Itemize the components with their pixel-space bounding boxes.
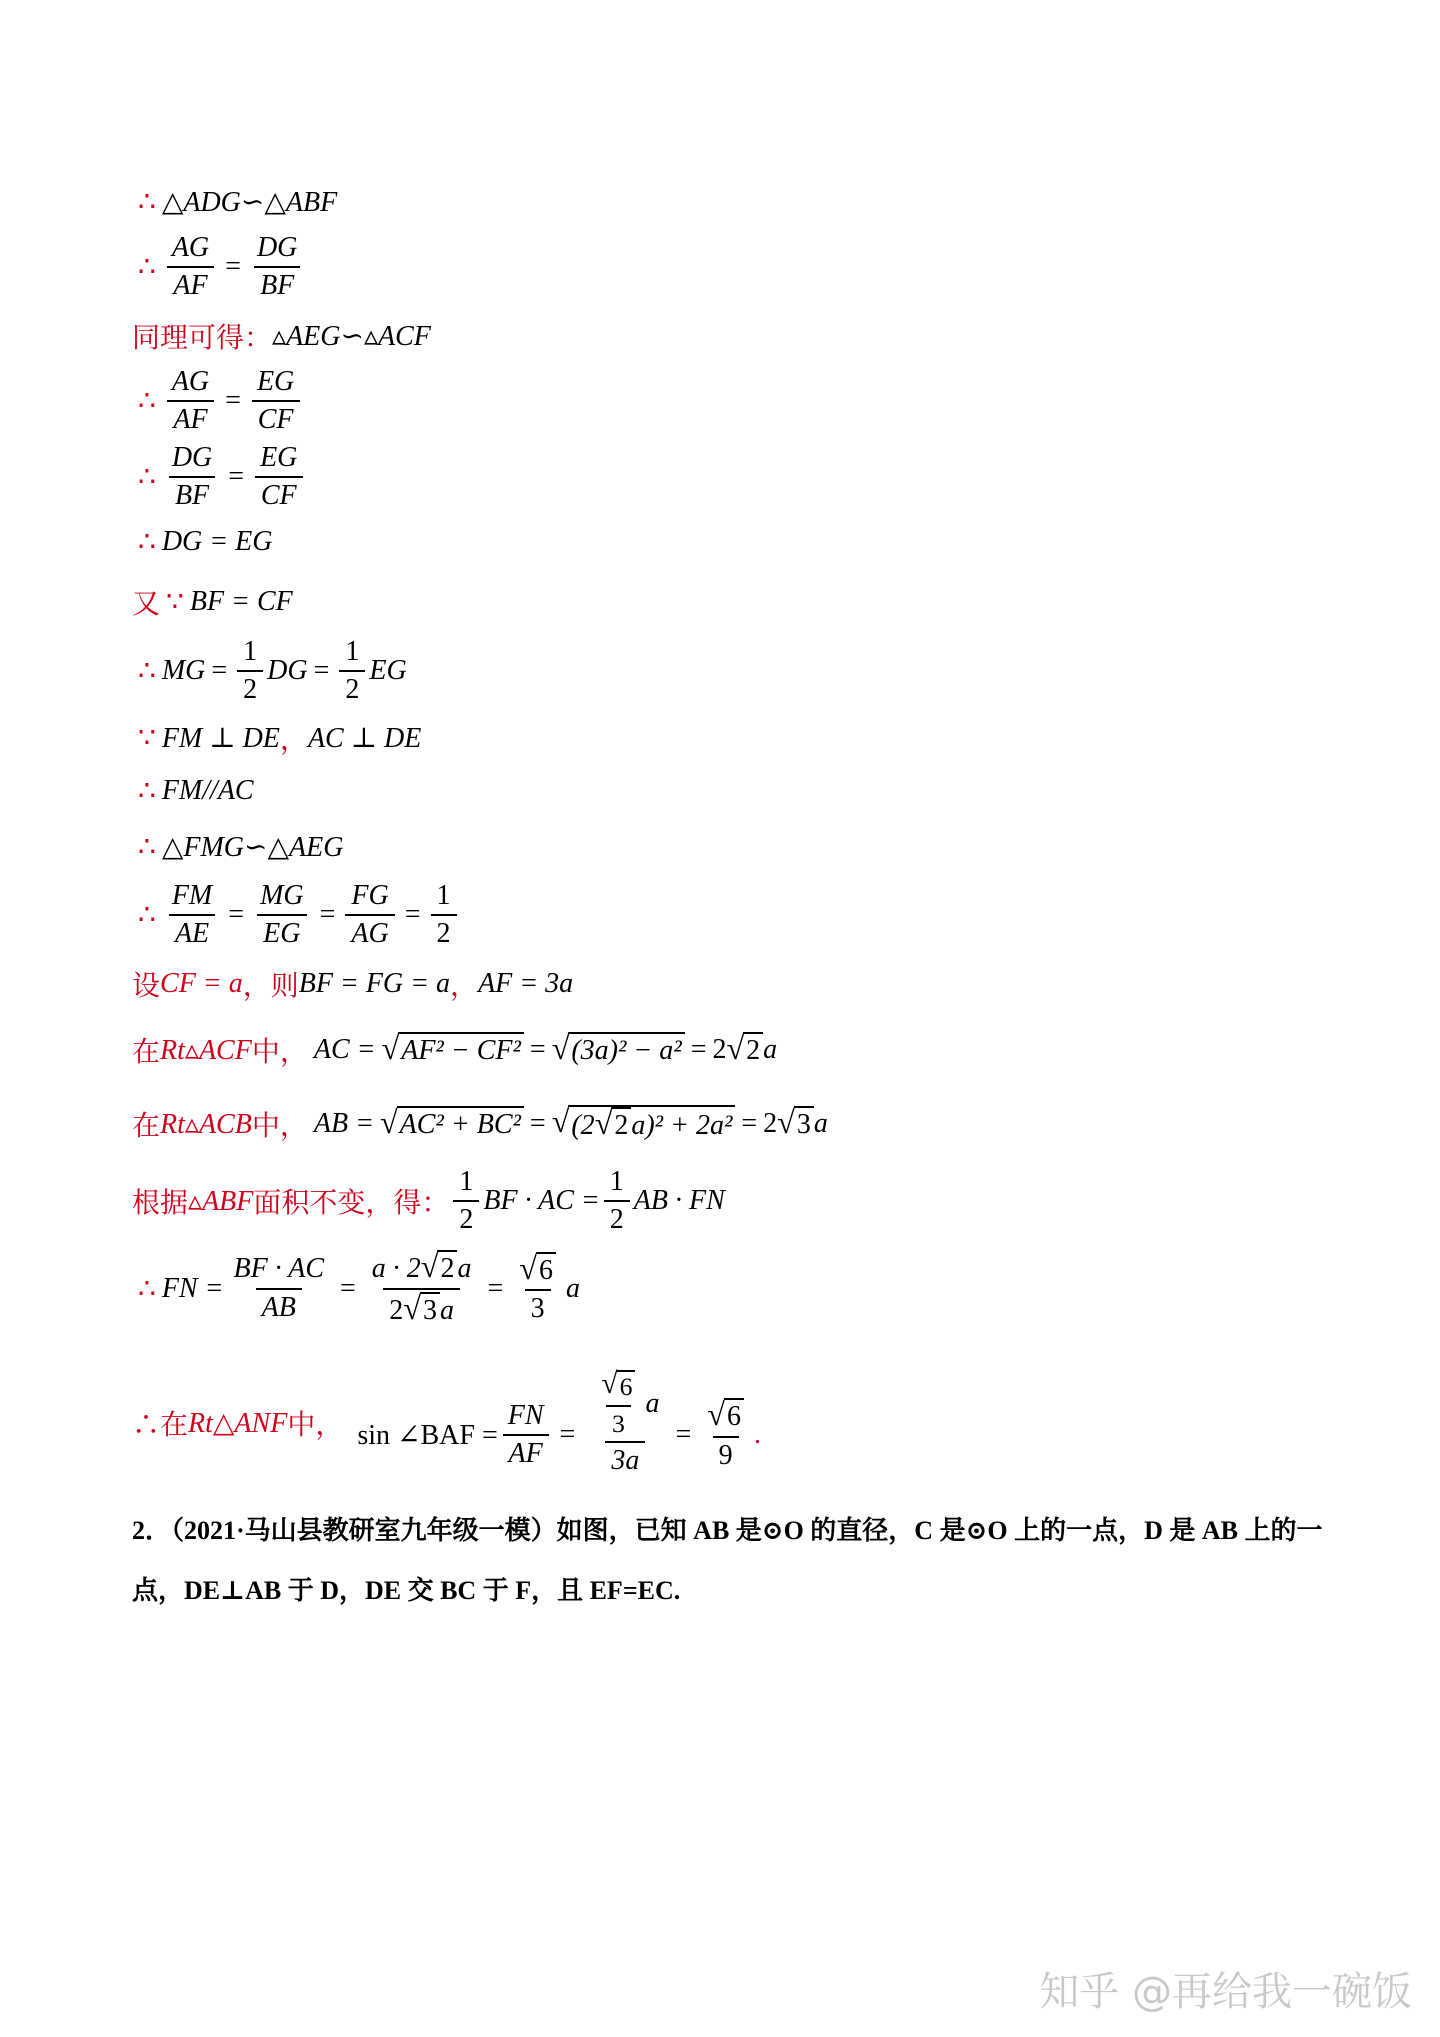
triangle-label: ▵ABF (188, 1186, 254, 1218)
line-let-cf (132, 964, 573, 1004)
math-term: AC = (313, 1034, 376, 1065)
math-expression: AB · FN (633, 1185, 725, 1217)
text-therefore-in: ∴在 (132, 1410, 189, 1442)
math-term: MG (161, 655, 206, 687)
math-expression: △ADG∽△ABF (161, 187, 338, 218)
line-ab-calc: 在 Rt▵ACB 中， AB = √ AC² + BC² = √ (2 √ 2 a)² + 2a² = 2 √ 3 a (132, 1103, 828, 1142)
line-ratio-ag-af (132, 232, 307, 302)
line-parallel (132, 774, 254, 808)
math-term: a (565, 1272, 580, 1304)
text-in: 中， (251, 1037, 308, 1068)
equals-sign: = (225, 251, 241, 283)
line-similar-adg-abf (132, 185, 337, 219)
problem-line-2: 点，DE⊥AB 于 D，DE 交 BC 于 F，且 EF=EC. (132, 1576, 681, 1605)
line-ratios-half (132, 880, 461, 950)
math-term: FN = (161, 1272, 224, 1304)
equals-sign: = (313, 655, 330, 687)
fraction: $\frac{1}{2}$ (431, 880, 457, 950)
text-let: 设 (132, 971, 161, 1002)
line-sin-calc: ∴在 Rt△ANF 中， sin ∠BAF = $\frac{FN}{AF}$ = √ 6 3 a 3a = √ 6 9 . (132, 1368, 761, 1476)
fraction: $\frac{FG}{AG}$ (345, 880, 394, 950)
fraction: $\frac{1}{2}$ (453, 1166, 479, 1236)
square-root: √ (2 √ 2 a)² + 2a² (552, 1105, 736, 1143)
fraction: $\frac{MG}{EG}$ (254, 880, 310, 950)
math-expression: DG = EG (161, 526, 273, 557)
line-similar-fmg-aeg (132, 830, 343, 864)
square-root: √ 3 (777, 1106, 814, 1142)
text-similarly: 同理可得： (132, 323, 273, 354)
math-expression: AC ⊥ DE (307, 723, 422, 754)
math-term: a (813, 1108, 828, 1139)
therefore-symbol: ∴ (138, 832, 156, 863)
text-in: 在 (132, 1111, 161, 1142)
equals-sign: = (404, 899, 421, 931)
math-term: DG (267, 655, 308, 687)
text-then: ，则 (242, 971, 299, 1002)
fraction: $\frac{AG}{AF}$ (166, 366, 215, 436)
fraction: $\frac{BF \cdot AC}{AB}$ (233, 1253, 324, 1323)
text-area-invariant: 面积不变，得： (253, 1188, 450, 1220)
therefore-symbol: ∴ (138, 776, 156, 807)
math-expression: BF · AC = (483, 1185, 600, 1217)
line-mg-half (132, 636, 407, 706)
watermark: 知乎 @再给我一碗饭 (1039, 1969, 1412, 2015)
math-term: AB = (313, 1108, 374, 1139)
math-term: a (763, 1034, 778, 1065)
fraction: $\frac{FN}{AF}$ (502, 1400, 550, 1470)
line-area-invariant (132, 1166, 725, 1236)
fraction: $\frac{EG}{CF}$ (254, 442, 303, 512)
equals-sign: = (225, 385, 241, 417)
therefore-symbol: ∴ (138, 386, 156, 418)
compound-fraction: √ 6 3 a 3a (601, 1368, 660, 1476)
square-root: √ (3a)² − a² (552, 1032, 685, 1068)
equals-sign: = (228, 461, 245, 493)
line-dg-eq-eg (132, 525, 273, 559)
math-expression: CF = a (160, 968, 243, 999)
math-expression: BF = CF (189, 586, 293, 617)
line-ratio-dg-eg (132, 442, 307, 512)
comma: ， (279, 725, 308, 756)
square-root: √ AC² + BC² (380, 1106, 524, 1142)
math-expression: FM//AC (161, 775, 254, 806)
therefore-symbol: ∴ (138, 187, 156, 218)
text-in: 在 (132, 1037, 161, 1068)
problem-line-1: 2．（2021·马山县教研室九年级一模）如图，已知 AB 是⊙O 的直径，C 是⊙O 上的一点，D 是 AB 上的一 (132, 1516, 1323, 1545)
triangle-label: Rt▵ACB (160, 1109, 252, 1140)
because-symbol: ∵ (166, 587, 184, 618)
equals-sign: = (211, 655, 228, 687)
fraction: √ 6 9 (701, 1398, 750, 1472)
line-fn-calc: ∴ FN = $\frac{BF \cdot AC}{AB}$ = a · 2 √ 2 a 2 √ 3 a = √ 6 3 a (138, 1248, 580, 1326)
text-according: 根据 (132, 1188, 189, 1220)
fraction: $\frac{1}{2}$ (237, 636, 263, 706)
fraction: √ 6 3 (513, 1252, 562, 1326)
equals-sign: = (228, 899, 245, 931)
fraction: $\frac{DG}{BF}$ (251, 232, 303, 302)
math-term: 2 (763, 1108, 778, 1139)
comma: ， (450, 971, 479, 1002)
period: . (753, 1419, 761, 1451)
text-in: 中， (251, 1111, 308, 1142)
therefore-symbol: ∴ (138, 252, 156, 284)
fraction: $\frac{1}{2}$ (604, 1166, 630, 1236)
line-similarly (132, 316, 431, 356)
line-ratio-ag-eg (132, 366, 304, 436)
line-bf-eq-cf (132, 582, 293, 622)
therefore-symbol: ∴ (138, 462, 156, 494)
math-expression: BF = FG = a (298, 968, 451, 999)
math-expression: AF = 3a (478, 968, 574, 999)
therefore-symbol: ∴ (138, 656, 156, 688)
therefore-symbol: ∴ (138, 1273, 156, 1305)
sin-expression: sin ∠BAF = (357, 1420, 498, 1452)
fraction: $\frac{DG}{BF}$ (166, 442, 218, 512)
fraction: $\frac{AG}{AF}$ (166, 232, 215, 302)
triangle-label: Rt△ANF (188, 1408, 288, 1440)
therefore-symbol: ∴ (138, 527, 156, 558)
math-term: EG (369, 655, 407, 687)
text-also: 又 (132, 589, 161, 620)
square-root: √ AF² − CF² (382, 1032, 524, 1068)
fraction: $\frac{1}{2}$ (339, 636, 365, 706)
fraction: $\frac{FM}{AE}$ (166, 880, 218, 950)
math-term: 2 (712, 1034, 727, 1065)
math-expression: △FMG∽△AEG (161, 832, 344, 863)
text-in: 中， (287, 1410, 344, 1442)
fraction: a · 2 √ 2 a 2 √ 3 a (371, 1248, 472, 1326)
line-perpendicular (132, 718, 421, 758)
math-expression: ▵AEG∽▵ACF (272, 321, 431, 352)
line-ac-calc: 在 Rt▵ACF 中， AC = √ AF² − CF² = √ (3a)² − a² = 2 √ 2 a (132, 1030, 778, 1068)
equals-sign: = (319, 899, 336, 931)
fraction: $\frac{EG}{CF}$ (251, 366, 300, 436)
therefore-symbol: ∴ (138, 900, 156, 932)
because-symbol: ∵ (138, 723, 156, 754)
math-expression: FM ⊥ DE (161, 723, 280, 754)
square-root: √ 2 (727, 1032, 764, 1068)
triangle-label: Rt▵ACF (160, 1035, 252, 1066)
